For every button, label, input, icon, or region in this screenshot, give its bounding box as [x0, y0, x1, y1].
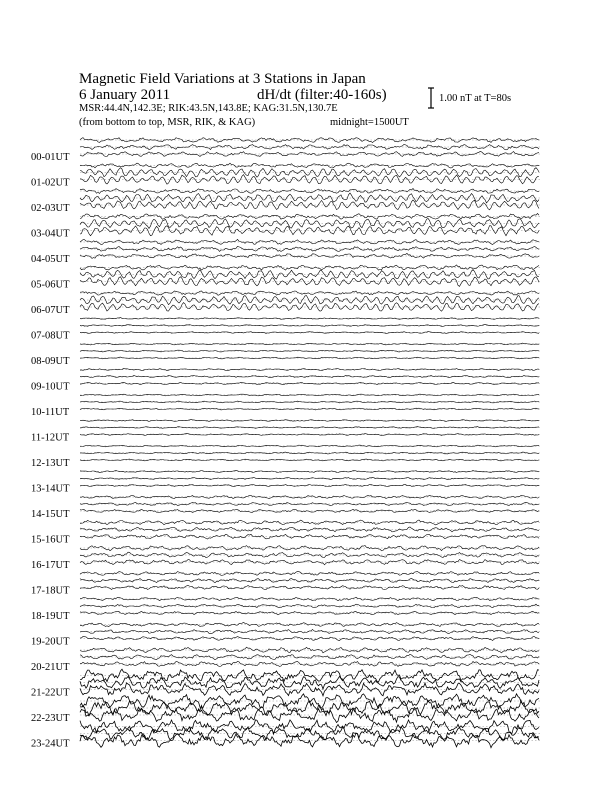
- hour-label: 06-07UT: [31, 305, 70, 316]
- trace-KAG: [80, 239, 539, 244]
- trace-RIK: [80, 401, 539, 403]
- trace-RIK: [80, 168, 539, 178]
- trace-MSR: [80, 484, 539, 486]
- hour-label: 11-12UT: [31, 432, 70, 444]
- trace-RIK: [80, 270, 539, 279]
- hour-label: 08-09UT: [31, 356, 70, 367]
- trace-MSR: [80, 534, 539, 539]
- trace-MSR: [80, 434, 539, 436]
- stacking-order-note: (from bottom to top, MSR, RIK, & KAG): [79, 117, 256, 128]
- trace-MSR: [80, 611, 539, 614]
- hour-row-22-23UT: [31, 694, 540, 724]
- trace-RIK: [80, 427, 539, 429]
- trace-RIK: [80, 579, 539, 583]
- trace-RIK: [80, 502, 539, 505]
- trace-KAG: [80, 571, 539, 575]
- trace-MSR: [80, 560, 539, 565]
- trace-KAG: [80, 669, 539, 682]
- trace-KAG: [80, 546, 539, 551]
- hour-row-03-04UT: [31, 214, 540, 240]
- trace-KAG: [80, 420, 539, 422]
- trace-KAG: [80, 694, 539, 709]
- trace-MSR: [80, 277, 539, 287]
- scale-bar-label: 1.00 nT at T=80s: [439, 93, 512, 104]
- trace-KAG: [80, 291, 539, 295]
- trace-RIK: [80, 246, 539, 251]
- chart-quantity: dH/dt (filter:40-160s): [257, 87, 387, 103]
- hour-row-23-24UT: [31, 720, 540, 750]
- hour-row-16-17UT: [31, 546, 540, 572]
- hour-row-11-12UT: [31, 420, 540, 444]
- trace-RIK: [80, 604, 539, 608]
- hour-row-04-05UT: [31, 239, 540, 265]
- midnight-note: midnight=1500UT: [330, 117, 409, 128]
- hour-label: 20-21UT: [31, 662, 70, 673]
- trace-RIK: [80, 552, 539, 557]
- hour-row-05-06UT: [31, 265, 540, 291]
- trace-RIK: [80, 654, 539, 659]
- hour-label: 03-04UT: [31, 228, 70, 240]
- trace-MSR: [80, 253, 539, 258]
- hour-label: 13-14UT: [31, 483, 70, 495]
- trace-KAG: [80, 265, 539, 270]
- hour-row-15-16UT: [31, 520, 540, 546]
- hour-row-10-11UT: [31, 394, 540, 418]
- hour-label: 09-10UT: [31, 381, 70, 393]
- trace-KAG: [80, 597, 539, 601]
- trace-MSR: [80, 332, 539, 334]
- hour-label: 19-20UT: [31, 636, 70, 648]
- trace-RIK: [80, 477, 539, 479]
- trace-RIK: [80, 193, 539, 203]
- trace-RIK: [80, 144, 539, 150]
- hour-row-18-19UT: [31, 597, 540, 622]
- trace-KAG: [80, 138, 539, 143]
- chart-title: Magnetic Field Variations at 3 Stations in Japan: [79, 71, 366, 87]
- hour-row-14-15UT: [31, 495, 540, 520]
- hour-label: 18-19UT: [31, 611, 70, 622]
- chart-date: 6 January 2011: [79, 87, 171, 103]
- hour-label: 04-05UT: [31, 254, 70, 265]
- station-coordinates: MSR:44.4N,142.3E; RIK:43.5N,143.8E; KAG:31.5N,130.7E: [79, 103, 338, 114]
- trace-KAG: [80, 343, 539, 345]
- hour-label: 00-01UT: [31, 152, 70, 163]
- trace-RIK: [80, 218, 539, 228]
- trace-MSR: [80, 459, 539, 461]
- trace-RIK: [80, 325, 539, 327]
- hour-row-21-22UT: [31, 669, 540, 698]
- trace-MSR: [80, 683, 539, 696]
- trace-KAG: [80, 520, 539, 525]
- trace-RIK: [80, 629, 539, 633]
- hour-label: 22-23UT: [31, 713, 70, 724]
- trace-MSR: [80, 226, 539, 236]
- hour-label: 15-16UT: [31, 534, 70, 546]
- hour-label: 02-03UT: [31, 203, 70, 214]
- trace-KAG: [80, 720, 539, 734]
- trace-KAG: [80, 445, 539, 447]
- trace-MSR: [80, 661, 539, 666]
- trace-KAG: [80, 318, 539, 320]
- trace-RIK: [80, 452, 539, 454]
- trace-KAG: [80, 623, 539, 627]
- hour-row-06-07UT: [31, 291, 540, 316]
- trace-MSR: [80, 303, 539, 312]
- trace-KAG: [80, 647, 539, 653]
- trace-MSR: [80, 175, 539, 185]
- trace-KAG: [80, 369, 539, 371]
- trace-KAG: [80, 394, 539, 396]
- hour-label: 07-08UT: [31, 330, 70, 342]
- hour-row-17-18UT: [31, 571, 540, 596]
- trace-RIK: [80, 375, 539, 377]
- trace-MSR: [80, 733, 539, 748]
- trace-KAG: [80, 495, 539, 498]
- hour-row-01-02UT: [31, 163, 540, 188]
- trace-MSR: [80, 383, 539, 385]
- hour-row-07-08UT: [31, 318, 540, 342]
- trace-MSR: [80, 200, 539, 210]
- trace-MSR: [80, 637, 539, 641]
- trace-KAG: [80, 163, 539, 168]
- hour-label: 14-15UT: [31, 509, 70, 520]
- trace-MSR: [80, 357, 539, 359]
- hour-row-09-10UT: [31, 369, 540, 393]
- hour-row-20-21UT: [31, 647, 540, 673]
- trace-KAG: [80, 214, 539, 220]
- hour-row-13-14UT: [31, 470, 540, 494]
- hour-row-08-09UT: [31, 343, 540, 367]
- trace-MSR: [80, 408, 539, 410]
- hour-label: 17-18UT: [31, 585, 70, 597]
- hour-row-02-03UT: [31, 189, 540, 215]
- trace-RIK: [80, 527, 539, 532]
- hour-row-00-01UT: [31, 138, 540, 163]
- trace-KAG: [80, 189, 539, 194]
- trace-KAG: [80, 470, 539, 472]
- trace-RIK: [80, 350, 539, 352]
- hour-label: 01-02UT: [31, 177, 70, 189]
- hour-label: 10-11UT: [31, 407, 70, 418]
- hour-row-19-20UT: [31, 623, 540, 648]
- hour-label: 21-22UT: [31, 687, 70, 699]
- hour-row-12-13UT: [31, 445, 540, 469]
- trace-MSR: [80, 586, 539, 590]
- trace-RIK: [80, 296, 539, 305]
- hour-label: 05-06UT: [31, 279, 70, 291]
- trace-MSR: [80, 509, 539, 512]
- hour-label: 16-17UT: [31, 560, 70, 571]
- trace-MSR: [80, 151, 539, 156]
- hour-label: 23-24UT: [31, 738, 70, 750]
- scale-bar: [428, 88, 434, 108]
- hour-label: 12-13UT: [31, 458, 70, 469]
